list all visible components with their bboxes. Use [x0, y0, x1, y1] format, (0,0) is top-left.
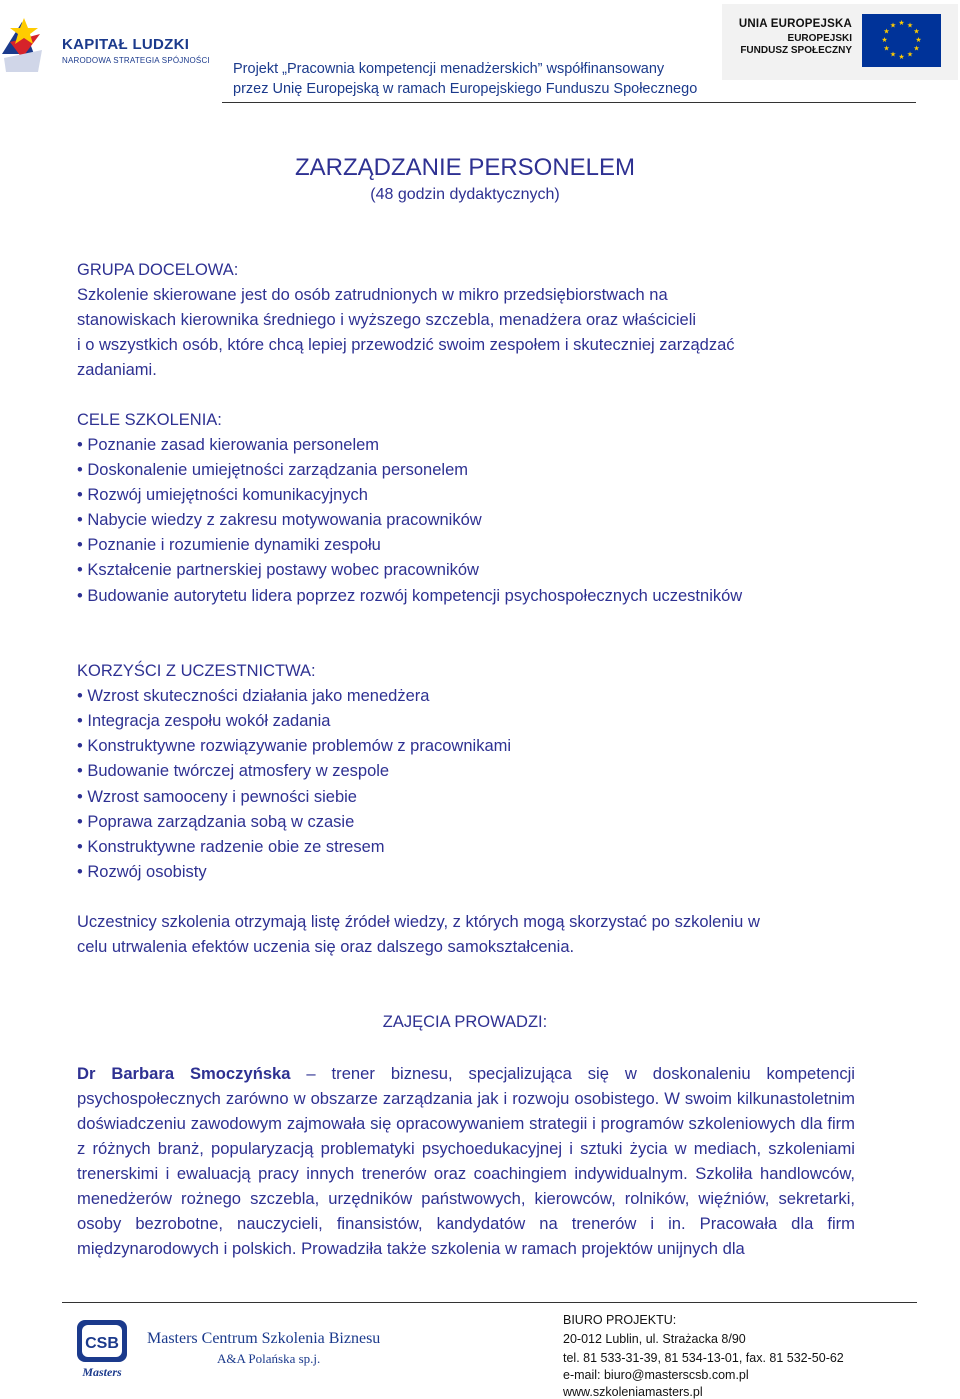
- kapital-ludzki-logo-icon: [0, 14, 46, 74]
- svg-text:★: ★: [883, 44, 890, 53]
- goals-heading: CELE SZKOLENIA:: [77, 411, 222, 429]
- target-group-heading: GRUPA DOCELOWA:: [77, 261, 239, 279]
- goal-item: • Poznanie i rozumienie dynamiki zespołu: [77, 536, 381, 554]
- footer-email[interactable]: e-mail: biuro@masterscsb.com.pl: [563, 1368, 749, 1382]
- eu-label-2: EUROPEJSKI: [787, 33, 852, 44]
- kapital-ludzki-title: KAPITAŁ LUDZKI: [62, 36, 190, 53]
- participants-note-line: Uczestnicy szkolenia otrzymają listę źródeł wiedzy, z których mogą skorzystać po szkoleniu w: [77, 913, 760, 931]
- footer-company-name: Masters Centrum Szkolenia Biznesu: [147, 1330, 381, 1347]
- eu-label-3: FUNDUSZ SPOŁECZNY: [740, 45, 852, 56]
- target-group-line: zadaniami.: [77, 361, 157, 379]
- goal-item: • Rozwój umiejętności komunikacyjnych: [77, 486, 368, 504]
- benefit-item: • Rozwój osobisty: [77, 863, 207, 881]
- svg-text:★: ★: [913, 44, 920, 53]
- masters-csb-logo-icon: [73, 1318, 131, 1380]
- benefit-item: • Integracja zespołu wokół zadania: [77, 712, 331, 730]
- svg-text:★: ★: [915, 36, 922, 44]
- footer-website[interactable]: www.szkoleniamasters.pl: [563, 1385, 703, 1399]
- goal-item: • Nabycie wiedzy z zakresu motywowania pracowników: [77, 511, 482, 529]
- benefits-heading: KORZYŚCI Z UCZESTNICTWA:: [77, 662, 316, 680]
- footer-phones: tel. 81 533-31-39, 81 534-13-01, fax. 81 532-50-62: [563, 1351, 844, 1365]
- participants-note-line: celu utrwalenia efektów uczenia się oraz dalszego samokształcenia.: [77, 938, 575, 956]
- eu-label-1: UNIA EUROPEJSKA: [738, 18, 852, 30]
- benefit-item: • Wzrost samooceny i pewności siebie: [77, 788, 357, 806]
- trainer-name: Dr Barbara Smoczyńska: [77, 1064, 291, 1083]
- goal-item: • Kształcenie partnerskiej postawy wobec pracowników: [77, 561, 479, 579]
- goal-item: • Doskonalenie umiejętności zarządzania personelem: [77, 461, 468, 479]
- page-header: [0, 0, 960, 105]
- goal-item: • Poznanie zasad kierowania personelem: [77, 436, 380, 454]
- footer-office-label: BIURO PROJEKTU:: [563, 1313, 677, 1327]
- project-line-2: przez Unię Europejską w ramach Europejskiego Funduszu Społecznego: [233, 81, 698, 97]
- svg-text:★: ★: [906, 50, 914, 59]
- footer-company-sub: A&A Polańska sp.j.: [217, 1351, 321, 1366]
- kapital-ludzki-subtitle: NARODOWA STRATEGIA SPÓJNOŚCI: [62, 56, 210, 65]
- svg-text:★: ★: [898, 19, 905, 27]
- footer-divider: [62, 1302, 917, 1303]
- header-divider: [222, 102, 916, 103]
- target-group-line: i o wszystkich osób, które chcą lepiej przewodzić swoim zespołem i skuteczniej zarządzać: [77, 336, 735, 354]
- page-subtitle: (48 godzin dydaktycznych): [370, 186, 560, 203]
- svg-text:★: ★: [898, 53, 905, 61]
- svg-text:CSB: CSB: [85, 1335, 119, 1352]
- goal-item: • Budowanie autorytetu lidera poprzez rozwój kompetencji psychospołecznych uczestników: [77, 587, 743, 605]
- target-group-line: Szkolenie skierowane jest do osób zatrudnionych w mikro przedsiębiorstwach na: [77, 286, 668, 304]
- svg-text:★: ★: [913, 27, 920, 36]
- svg-text:★: ★: [881, 36, 888, 44]
- target-group-line: stanowiskach kierownika średniego i wyższego szczebla, menadżera oraz właścicieli: [77, 311, 697, 329]
- project-line-1: Projekt „Pracownia kompetencji menadżerskich” współfinansowany: [233, 61, 665, 77]
- footer-address: 20-012 Lublin, ul. Strażacka 8/90: [563, 1332, 746, 1346]
- eu-flag-icon: [862, 14, 941, 67]
- benefit-item: • Wzrost skuteczności działania jako menedżera: [77, 687, 430, 705]
- benefit-item: • Budowanie twórczej atmosfery w zespole: [77, 762, 390, 780]
- trainer-heading: ZAJĘCIA PROWADZI:: [382, 1013, 548, 1031]
- benefit-item: • Konstruktywne radzenie obie ze stresem: [77, 838, 385, 856]
- page-title: ZARZĄDZANIE PERSONELEM: [294, 154, 636, 181]
- benefit-item: • Konstruktywne rozwiązywanie problemów z pracownikami: [77, 737, 512, 755]
- benefit-item: • Poprawa zarządzania sobą w czasie: [77, 813, 355, 831]
- trainer-bio-text: – trener biznesu, specjalizująca się w doskonaleniu kompetencji psychospołecznych zarówno w obszarze zarządzania jak i rozwoju osobistego. W swoim kilkunastoletnim doświadczeniu zawodowym zajmowała się opracowywaniem strategii i programów szkoleniowych dla firm z różnych branż, popularyzacją problematyki psychoedukacyjnej i sztuki życia w mediach, szkoleniami trenerskimi i ewaluacją pracy innych trenerów oraz coachingiem indywidualnym. Szkoliła handlowców, menedżerów rożnego szczebla, urzędników państwowych, kierowców, rolników, więźniów, sekretarki, osoby bezrobotne, nauczycieli, finansistów, kandydatów na trenerów i in. Pracowała dla firm międzynarodowych i polskich. Prowadziła także szkolenia w ramach projektów unijnych dla: [77, 1064, 855, 1258]
- masters-logo-text: Masters: [82, 1365, 122, 1379]
- project-info: [233, 59, 713, 99]
- svg-text:★: ★: [883, 27, 890, 36]
- trainer-bio: [77, 1061, 855, 1286]
- svg-text:★: ★: [889, 21, 897, 30]
- svg-text:★: ★: [906, 21, 914, 30]
- svg-text:★: ★: [889, 50, 897, 59]
